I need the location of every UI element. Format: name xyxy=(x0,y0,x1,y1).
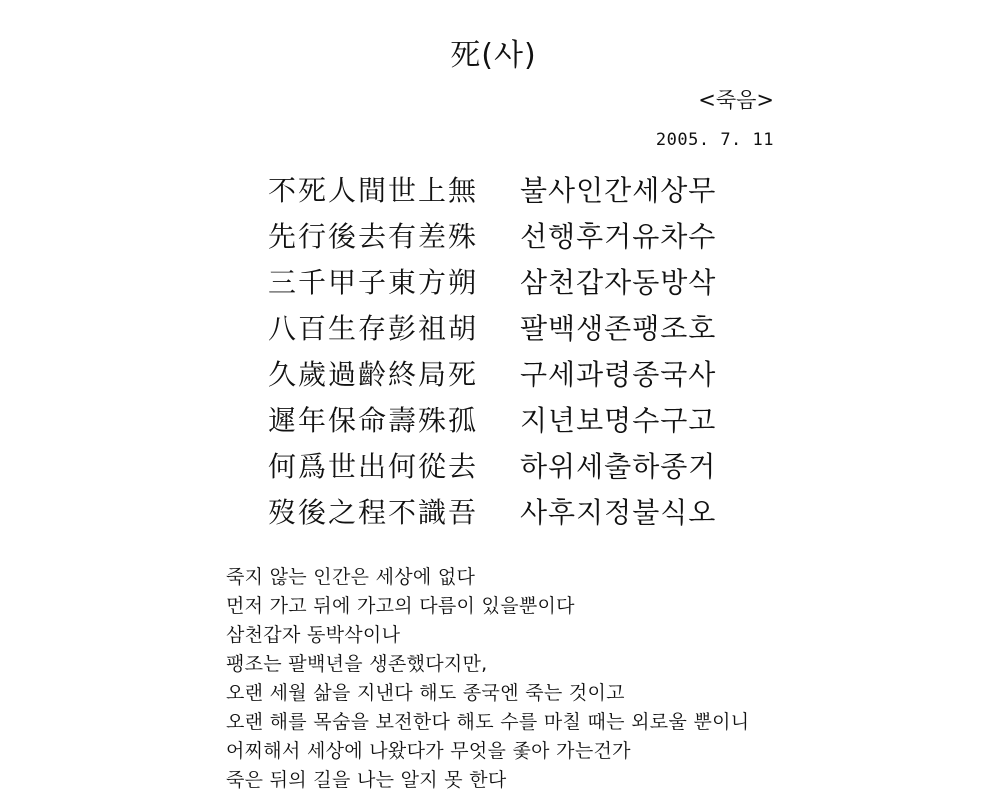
poem-line-hanja: 先行後去有差殊 xyxy=(268,220,479,253)
poem-line-hangul: 사후지정불식오 xyxy=(520,496,717,529)
poem-line xyxy=(268,398,738,444)
document-title: 死(사) xyxy=(450,38,537,73)
translation-line: 삼천갑자 동박삭이나 xyxy=(226,624,401,646)
poem-line xyxy=(268,444,738,490)
translation-line: 팽조는 팔백년을 생존했다지만, xyxy=(226,653,488,675)
poem-block xyxy=(268,168,738,536)
poem-line xyxy=(268,168,738,214)
poem-line-hangul: 불사인간세상무 xyxy=(520,174,717,207)
translation-line: 먼저 가고 뒤에 가고의 다름이 있을뿐이다 xyxy=(226,595,575,617)
translation-line: 죽은 뒤의 길을 나는 알지 못 한다 xyxy=(226,769,507,791)
translation-line: 죽지 않는 인간은 세상에 없다 xyxy=(226,566,476,588)
poem-line-hanja: 久歲過齡終局死 xyxy=(268,358,479,391)
poem-line-hanja: 何爲世出何從去 xyxy=(268,450,479,483)
poem-line-hangul: 삼천갑자동방삭 xyxy=(520,266,717,299)
document-subtitle: <죽음> xyxy=(698,88,774,112)
poem-line xyxy=(268,260,738,306)
poem-line-hangul: 구세과령종국사 xyxy=(520,358,717,391)
poem-line xyxy=(268,352,738,398)
translation-line: 어찌해서 세상에 나왔다가 무엇을 좇아 가는건가 xyxy=(226,740,631,762)
poem-line-hanja: 遲年保命壽殊孤 xyxy=(268,404,479,437)
poem-line xyxy=(268,306,738,352)
poem-line-hanja: 三千甲子東方朔 xyxy=(268,266,479,299)
poem-line xyxy=(268,490,738,536)
translation-line: 오랜 해를 목숨을 보전한다 해도 수를 마칠 때는 외로울 뿐이니 xyxy=(226,711,750,733)
translation-line: 오랜 세월 삶을 지낸다 해도 종국엔 죽는 것이고 xyxy=(226,682,625,704)
poem-line-hanja: 不死人間世上無 xyxy=(268,174,479,207)
translation-block xyxy=(226,563,786,795)
poem-line-hangul: 선행후거유차수 xyxy=(520,220,717,253)
poem-line-hanja: 歿後之程不識吾 xyxy=(268,496,479,529)
poem-line-hanja: 八百生存彭祖胡 xyxy=(268,312,479,345)
poem-line xyxy=(268,214,738,260)
poem-line-hangul: 지년보명수구고 xyxy=(520,404,717,437)
poem-line-hangul: 팔백생존팽조호 xyxy=(520,312,717,345)
document-date: 2005. 7. 11 xyxy=(655,130,774,150)
poem-line-hangul: 하위세출하종거 xyxy=(520,450,717,483)
